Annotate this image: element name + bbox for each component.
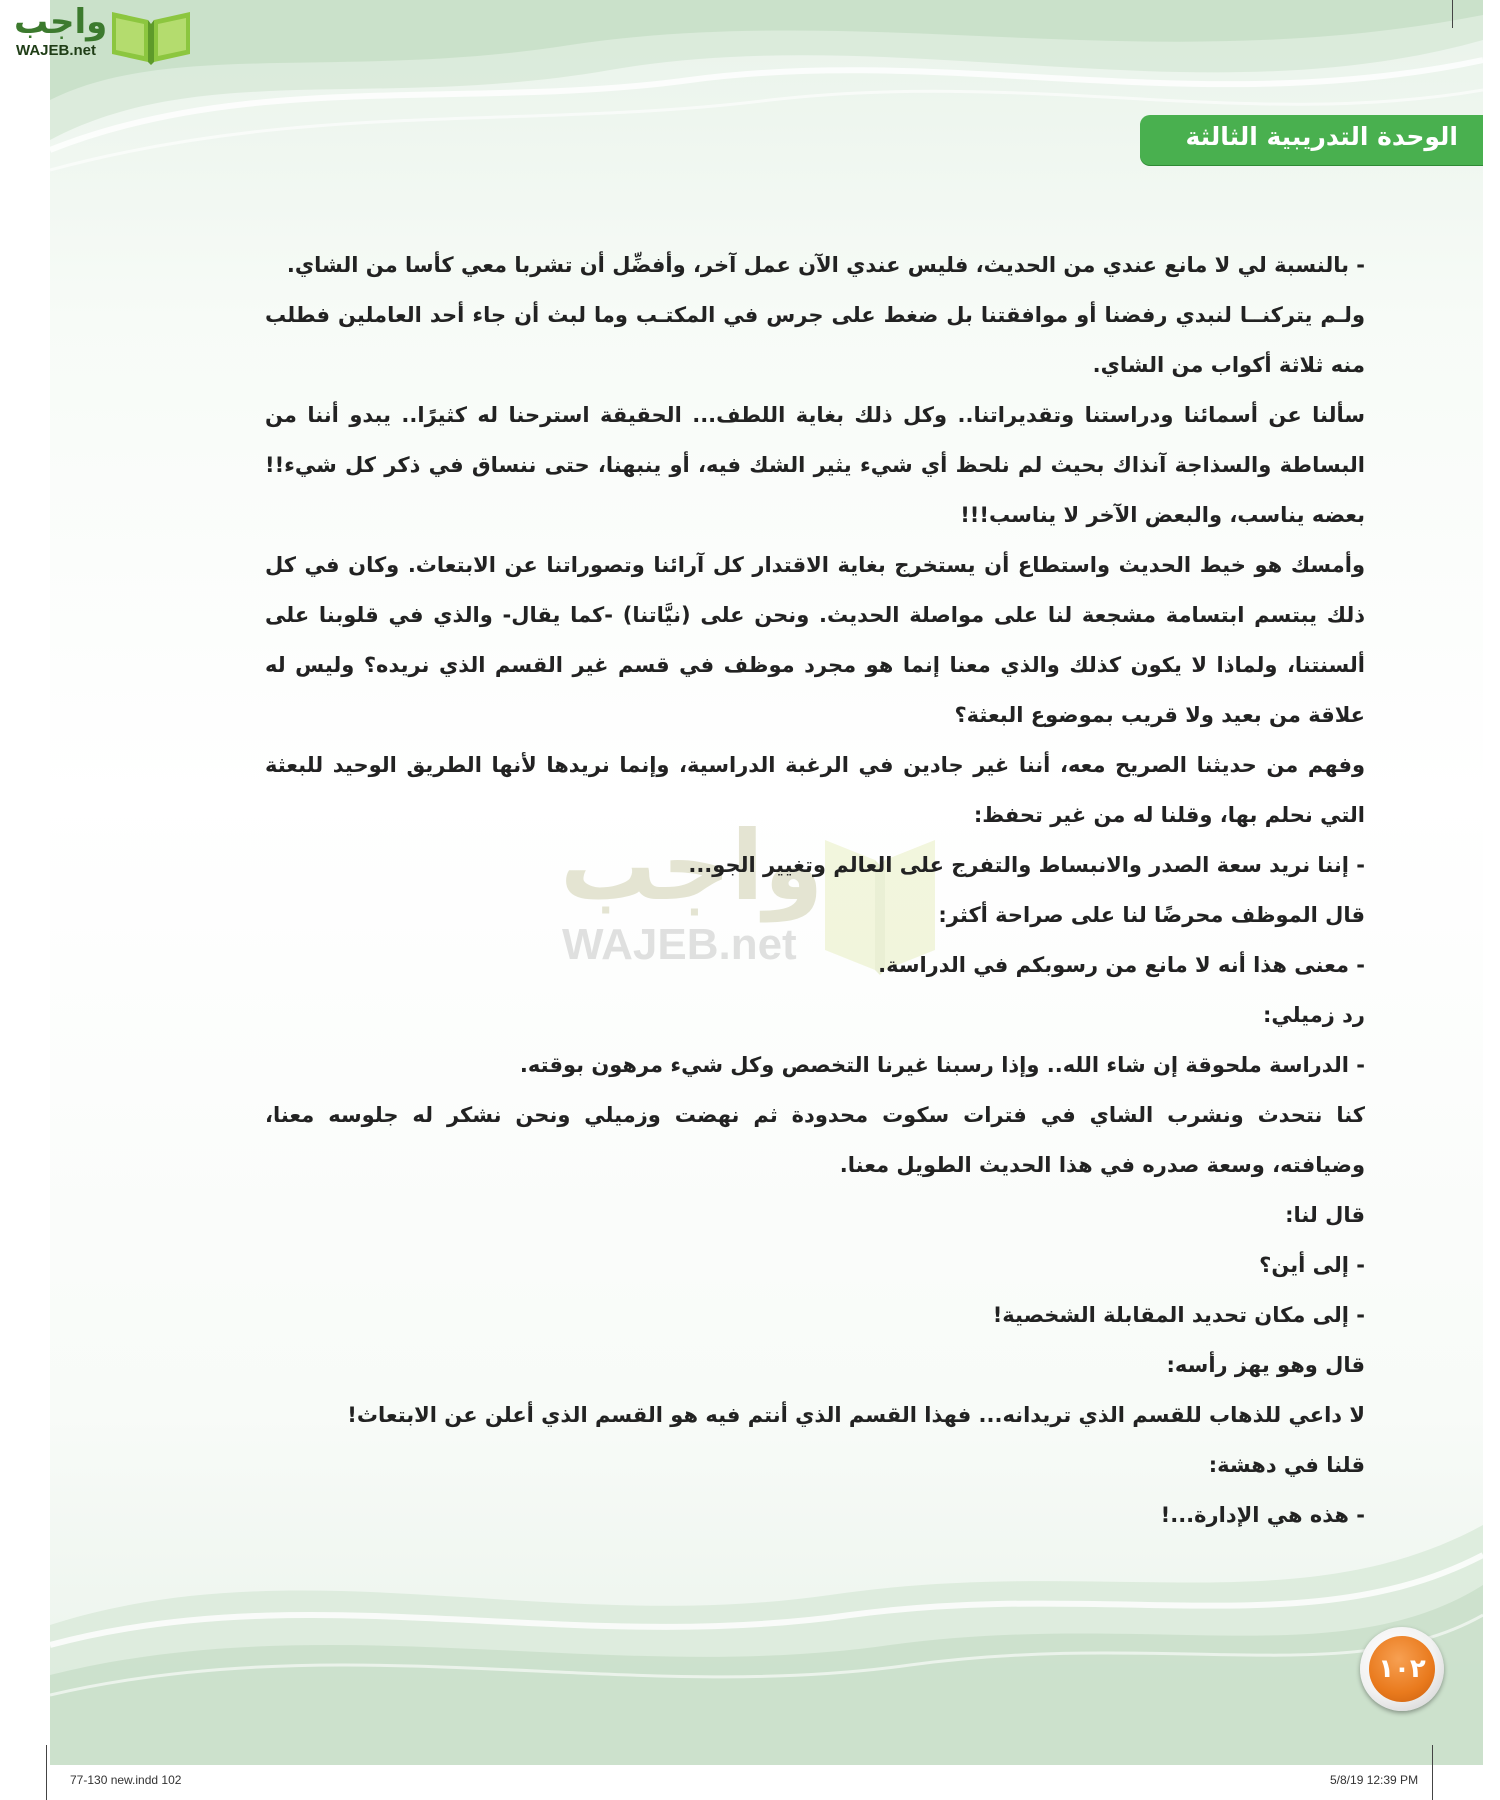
paragraph-8: - معنى هذا أنه لا مانع من رسوبكم في الدراسة. [878,953,1365,977]
bottom-wave-decoration [50,1505,1483,1765]
unit-title: الوحدة التدريبية الثالثة [1185,122,1458,151]
paragraph-6: - إننا نريد سعة الصدر والانبساط والتفرج على العالم وتغيير الجو... [688,853,1365,877]
paragraph-14: - إلى مكان تحديد المقابلة الشخصية! [992,1303,1365,1327]
paragraph-7: قال الموظف محرضًا لنا على صراحة أكثر: [938,903,1365,927]
paragraph-16: لا داعي للذهاب للقسم الذي تريدانه... فهذا القسم الذي أنتم فيه هو القسم الذي أعلن عن الابتعاث! [347,1403,1365,1427]
paragraph-1: - بالنسبة لي لا مانع عندي من الحديث، فليس عندي الآن عمل آخر، وأفضِّل أن تشربا معي كأسا من الشاي. [286,253,1365,277]
paragraph-17: قلنا في دهشة: [1208,1453,1365,1477]
book-icon [108,4,194,66]
paragraph-10: - الدراسة ملحوقة إن شاء الله.. وإذا رسبنا غيرنا التخصص وكل شيء مرهون بوقته. [519,1053,1365,1077]
crop-mark-top-right [1452,0,1453,28]
logo-arabic-text: واجب [14,2,108,42]
crop-mark-left [46,1745,47,1800]
site-logo[interactable] [6,2,196,68]
paragraph-3: سألنا عن أسمائنا ودراستنا وتقديراتنا.. وكل ذلك بغاية اللطف... الحقيقة استرحنا له كثيرًا.. يبدو أننا من البساطة والسذاجة آنذاك بحيث لم نلحظ أي شيء يثير الشك فيه، أو ينبهنا، حتى ننساق في ذكر كل شيء!! بعضه يناسب، والبعض الآخر لا يناسب!!! [265,403,1365,527]
body-text [265,240,1365,1540]
paragraph-13: - إلى أين؟ [1259,1253,1365,1277]
paragraph-2: ولـم يتركنــا لنبدي رفضنا أو موافقتنا بل ضغط على جرس في المكتـب وما لبث أن جاء أحد العاملين فطلب منه ثلاثة أكواب من الشاي. [265,303,1365,377]
unit-header-badge [1140,115,1483,165]
crop-mark-right [1432,1745,1433,1800]
page-number-badge [1360,1627,1444,1711]
logo-english-text: WAJEB.net [16,42,97,59]
watermark-english: WAJEB.net [562,920,797,969]
paragraph-5: وفهم من حديثنا الصريح معه، أننا غير جادين في الرغبة الدراسية، وإنما نريدها لأنها الطريق الوحيد للبعثة التي نحلم بها، وقلنا له من غير تحفظ: [265,753,1365,827]
print-slug-date: 5/8/19 12:39 PM [1330,1773,1419,1787]
paragraph-18: - هذه هي الإدارة...! [1160,1503,1365,1527]
paragraph-4: وأمسك هو خيط الحديث واستطاع أن يستخرج بغاية الاقتدار كل آرائنا وتصوراتنا عن الابتعاث. وكان في كل ذلك يبتسم ابتسامة مشجعة لنا على مواصلة الحديث. ونحن على (نيَّاتنا) -كما يقال- والذي في قلوبنا على ألسنتنا، ولماذا لا يكون كذلك والذي معنا إنما هو مجرد موظف في قسم غير القسم الذي نريده؟ وليس له علاقة من بعيد ولا قريب بموضوع البعثة؟ [265,553,1365,727]
paragraph-15: قال وهو يهز رأسه: [1166,1353,1365,1377]
paragraph-9: رد زميلي: [1262,1003,1365,1027]
paragraph-12: قال لنا: [1285,1203,1365,1227]
watermark-arabic: واجب [560,810,824,922]
book-page [50,0,1483,1765]
paragraph-11: كنا نتحدث ونشرب الشاي في فترات سكوت محدودة ثم نهضت وزميلي ونحن نشكر له جلوسه معنا، وضيافته، وسعة صدره في هذا الحديث الطويل معنا. [265,1103,1365,1177]
print-slug-file: 77-130 new.indd 102 [70,1773,182,1787]
top-wave-decoration [50,0,1483,210]
page-number: ١٠٢ [1369,1636,1435,1702]
